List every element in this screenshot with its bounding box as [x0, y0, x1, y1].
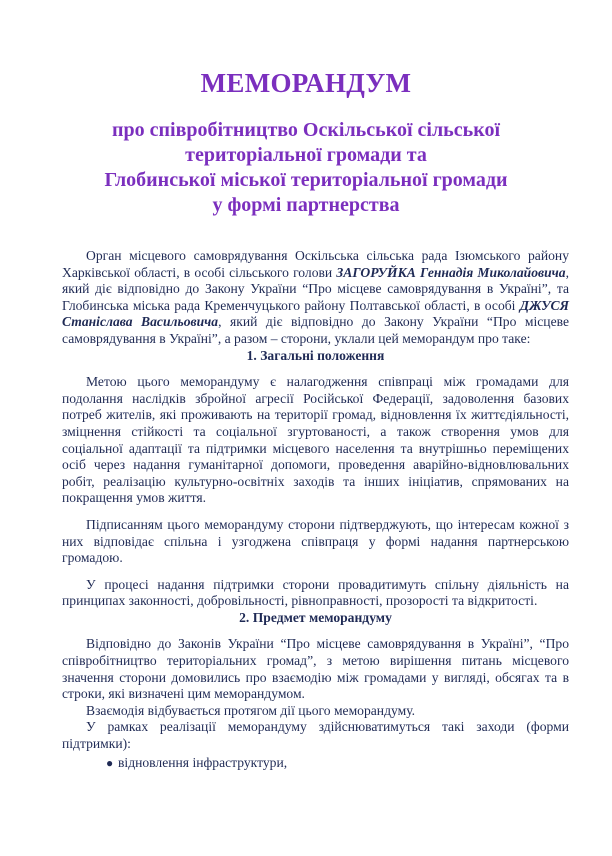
section-2-paragraph-1: Відповідно до Законів України “Про місцеве самоврядування в Україні”, “Про співробітництво територіальних громад”, з метою вирішення питань місцевого значення сторони домовились про взаємодію між громадами у вигляді, обсягах та в строки, які визначені цим меморандумом. — [62, 636, 569, 702]
document-subtitle — [40, 118, 572, 218]
section-1-paragraph-2: Підписанням цього меморандуму сторони підтверджують, що інтересам кожної з них відповідає спільна і узгоджена співпраця у формі надання партнерською громадою. — [62, 516, 569, 566]
subtitle-line-4: у формі партнерства — [212, 194, 400, 216]
section-1-paragraph-1: Метою цього меморандуму є налагодження співпраці між громадами для подолання наслідків збройної агресії Російської Федерації, задоволення базових потреб жителів, які проживають на території громад, відновлення їх життєдіяльності, зміцнення стійкості та соціальної згуртованості, а також створення умов для соціальної адаптації та підтримки місцевого населення та внутрішньо переміщених осіб через надання гуманітарної допомоги, проведення аварійно-відновлювальних робіт, реалізацію культурно-освітніх заходів та інших ініціатив, спрямованих на покращення умов життя. — [62, 374, 569, 506]
section-1-heading: 1. Загальні положення — [246, 347, 385, 363]
section-2-paragraph-2: Взаємодія відбувається протягом дії цього меморандуму. — [86, 702, 416, 718]
bullet-icon: ● — [106, 755, 114, 770]
intro-text-3: , який діє відповідно до Закону України “Про місцеве самоврядування в Україні”, а разом – сторони, уклали цей меморандум про таке: — [62, 314, 569, 346]
section-1-paragraph-3: У процесі надання підтримки сторони провадитимуть спільну діяльність на принципах законності, добровільності, рівноправності, прозорості та відкритості. — [62, 576, 569, 609]
intro-paragraph — [62, 248, 569, 348]
list-item-text: відновлення інфраструктури, — [118, 754, 288, 770]
signatory-name-1: ЗАГОРУЙКА Геннадія Миколайовича — [336, 264, 566, 280]
intro-text-2: , який діє відповідно до Закону України “Про місцеве самоврядування в Україні”, та Глобинська міська рада Кременчуцького району Полтавської області, в особі — [62, 264, 569, 313]
section-2-paragraph-3: У рамках реалізації меморандуму здійснюватимуться такі заходи (форми підтримки): — [62, 719, 569, 752]
subtitle-line-3: Глобинської міської територіальної громади — [104, 169, 508, 191]
intro-text-1: Орган місцевого самоврядування Оскільська сільська рада Ізюмського району Харківської області, в особі сільського голови — [62, 248, 569, 280]
subtitle-line-1: про співробітництво Оскільської сільської — [111, 119, 501, 141]
list-item — [62, 755, 569, 772]
signatory-name-2: ДЖУСЯ Станіслава Васильовича — [62, 297, 569, 330]
subtitle-line-2: територіальної громади та — [185, 144, 427, 166]
document-title: МЕМОРАНДУМ — [200, 68, 412, 98]
section-2-heading: 2. Предмет меморандуму — [239, 609, 392, 625]
document-body — [62, 248, 569, 771]
